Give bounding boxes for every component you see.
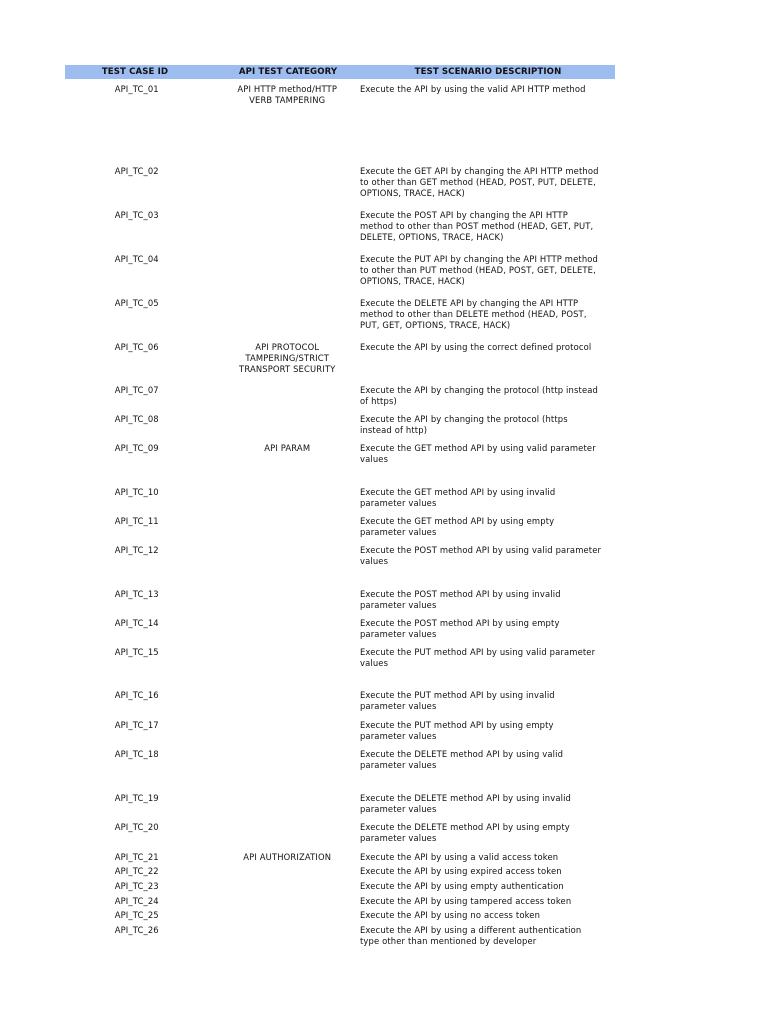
test-category xyxy=(204,618,353,647)
test-description: Execute the PUT method API by using invalid parameter values xyxy=(359,690,555,712)
test-description: Execute the API by using the valid API HTTP method xyxy=(359,84,586,94)
table-row xyxy=(65,166,615,210)
test-category xyxy=(204,516,353,545)
table-row xyxy=(65,910,615,925)
test-description: Execute the PUT method API by using empty parameter values xyxy=(359,720,554,742)
table-row xyxy=(65,852,615,866)
test-case-id: API_TC_20 xyxy=(114,822,159,832)
table-row xyxy=(65,866,615,881)
test-category xyxy=(204,254,353,298)
test-case-id: API_TC_07 xyxy=(114,385,159,395)
test-description: Execute the POST method API by using invalid parameter values xyxy=(359,589,561,611)
test-category: API PROTOCOL TAMPERING/STRICT TRANSPORT SECURITY xyxy=(239,342,336,375)
test-description: Execute the API by changing the protocol (https instead of http) xyxy=(359,414,568,436)
test-case-id: API_TC_15 xyxy=(114,647,159,657)
table-row xyxy=(65,385,615,414)
test-category: API HTTP method/HTTP VERB TAMPERING xyxy=(237,84,338,106)
test-description: Execute the PUT API by changing the API HTTP method to other than PUT method (HEAD, POST, GET, DELETE, OPTIONS, TRACE, HACK) xyxy=(359,254,599,287)
test-description: Execute the PUT method API by using valid parameter values xyxy=(359,647,596,669)
test-description: Execute the DELETE method API by using valid parameter values xyxy=(359,749,564,771)
table-row xyxy=(65,647,615,690)
test-category xyxy=(204,589,353,618)
test-category xyxy=(204,690,353,720)
test-category xyxy=(204,793,353,822)
test-description: Execute the DELETE API by changing the API HTTP method to other than DELETE method (HEAD, POST, PUT, GET, OPTIONS, TRACE, HACK) xyxy=(359,298,587,331)
table-row xyxy=(65,545,615,589)
test-description: Execute the API by using the correct defined protocol xyxy=(359,342,592,352)
table-row xyxy=(65,822,615,852)
table-row xyxy=(65,881,615,896)
table-row xyxy=(65,896,615,910)
test-case-id: API_TC_01 xyxy=(114,84,159,94)
table-row xyxy=(65,414,615,443)
test-case-id: API_TC_17 xyxy=(114,720,159,730)
test-description: Execute the GET API by changing the API HTTP method to other than GET method (HEAD, POST, PUT, DELETE, OPTIONS, TRACE, HACK) xyxy=(359,166,599,199)
test-category xyxy=(204,866,353,881)
test-description: Execute the API by using expired access token xyxy=(359,866,562,876)
table-row xyxy=(65,298,615,342)
test-case-id: API_TC_05 xyxy=(114,298,159,308)
test-description: Execute the API by using a valid access token xyxy=(359,852,559,862)
test-category xyxy=(204,487,353,516)
test-case-id: API_TC_25 xyxy=(114,910,159,920)
table-row xyxy=(65,342,615,385)
test-case-id: API_TC_13 xyxy=(114,589,159,599)
test-description: Execute the GET method API by using invalid parameter values xyxy=(359,487,556,509)
test-description: Execute the GET method API by using valid parameter values xyxy=(359,443,596,465)
test-case-id: API_TC_24 xyxy=(114,896,159,906)
test-description: Execute the API by using no access token xyxy=(359,910,541,920)
table-row xyxy=(65,925,615,949)
table-row xyxy=(65,516,615,545)
test-category xyxy=(204,881,353,896)
header-test-case-id: TEST CASE ID xyxy=(101,67,169,77)
test-case-id: API_TC_16 xyxy=(114,690,159,700)
table-row xyxy=(65,487,615,516)
test-category xyxy=(204,925,353,949)
test-case-id: API_TC_12 xyxy=(114,545,159,555)
table-row xyxy=(65,443,615,487)
test-case-table xyxy=(65,65,615,949)
test-case-id: API_TC_22 xyxy=(114,866,159,876)
test-description: Execute the DELETE method API by using invalid parameter values xyxy=(359,793,572,815)
table-row xyxy=(65,618,615,647)
test-description: Execute the API by using tampered access token xyxy=(359,896,572,906)
table-row xyxy=(65,210,615,254)
test-description: Execute the API by changing the protocol (http instead of https) xyxy=(359,385,598,407)
test-category xyxy=(204,166,353,210)
test-category: API PARAM xyxy=(264,443,311,453)
test-category xyxy=(204,749,353,793)
table-row xyxy=(65,793,615,822)
test-description: Execute the DELETE method API by using empty parameter values xyxy=(359,822,570,844)
test-case-id: API_TC_08 xyxy=(114,414,159,424)
test-case-id: API_TC_14 xyxy=(114,618,159,628)
test-description: Execute the POST API by changing the API HTTP method to other than POST method (HEAD, GET, PUT, DELETE, OPTIONS, TRACE, HACK) xyxy=(359,210,594,243)
table-row xyxy=(65,749,615,793)
test-case-id: API_TC_19 xyxy=(114,793,159,803)
test-category xyxy=(204,720,353,749)
test-case-id: API_TC_11 xyxy=(114,516,159,526)
test-category: API AUTHORIZATION xyxy=(243,852,332,862)
header-test-scenario-description: TEST SCENARIO DESCRIPTION xyxy=(414,67,562,77)
test-description: Execute the API by using a different authentication type other than mentioned by developer xyxy=(359,925,582,947)
test-case-id: API_TC_10 xyxy=(114,487,159,497)
test-case-id: API_TC_23 xyxy=(114,881,159,891)
test-category xyxy=(204,896,353,910)
table-row xyxy=(65,720,615,749)
test-case-id: API_TC_26 xyxy=(114,925,159,935)
test-category xyxy=(204,385,353,414)
test-case-id: API_TC_18 xyxy=(114,749,159,759)
test-category xyxy=(204,910,353,925)
test-case-id: API_TC_21 xyxy=(114,852,159,862)
table-row xyxy=(65,254,615,298)
test-category xyxy=(204,210,353,254)
test-category xyxy=(204,822,353,852)
table-row xyxy=(65,589,615,618)
header-api-test-category: API TEST CATEGORY xyxy=(238,67,338,77)
test-category xyxy=(204,545,353,589)
table-row xyxy=(65,79,615,166)
table-header xyxy=(65,65,615,79)
test-description: Execute the POST method API by using empty parameter values xyxy=(359,618,560,640)
test-case-id: API_TC_06 xyxy=(114,342,159,352)
test-case-id: API_TC_02 xyxy=(114,166,159,176)
test-description: Execute the GET method API by using empty parameter values xyxy=(359,516,555,538)
test-case-id: API_TC_03 xyxy=(114,210,159,220)
test-category xyxy=(204,414,353,443)
test-category xyxy=(204,298,353,342)
test-case-id: API_TC_04 xyxy=(114,254,159,264)
test-category xyxy=(204,647,353,690)
test-description: Execute the API by using empty authentication xyxy=(359,881,564,891)
test-case-id: API_TC_09 xyxy=(114,443,159,453)
test-description: Execute the POST method API by using valid parameter values xyxy=(359,545,602,567)
table-row xyxy=(65,690,615,720)
